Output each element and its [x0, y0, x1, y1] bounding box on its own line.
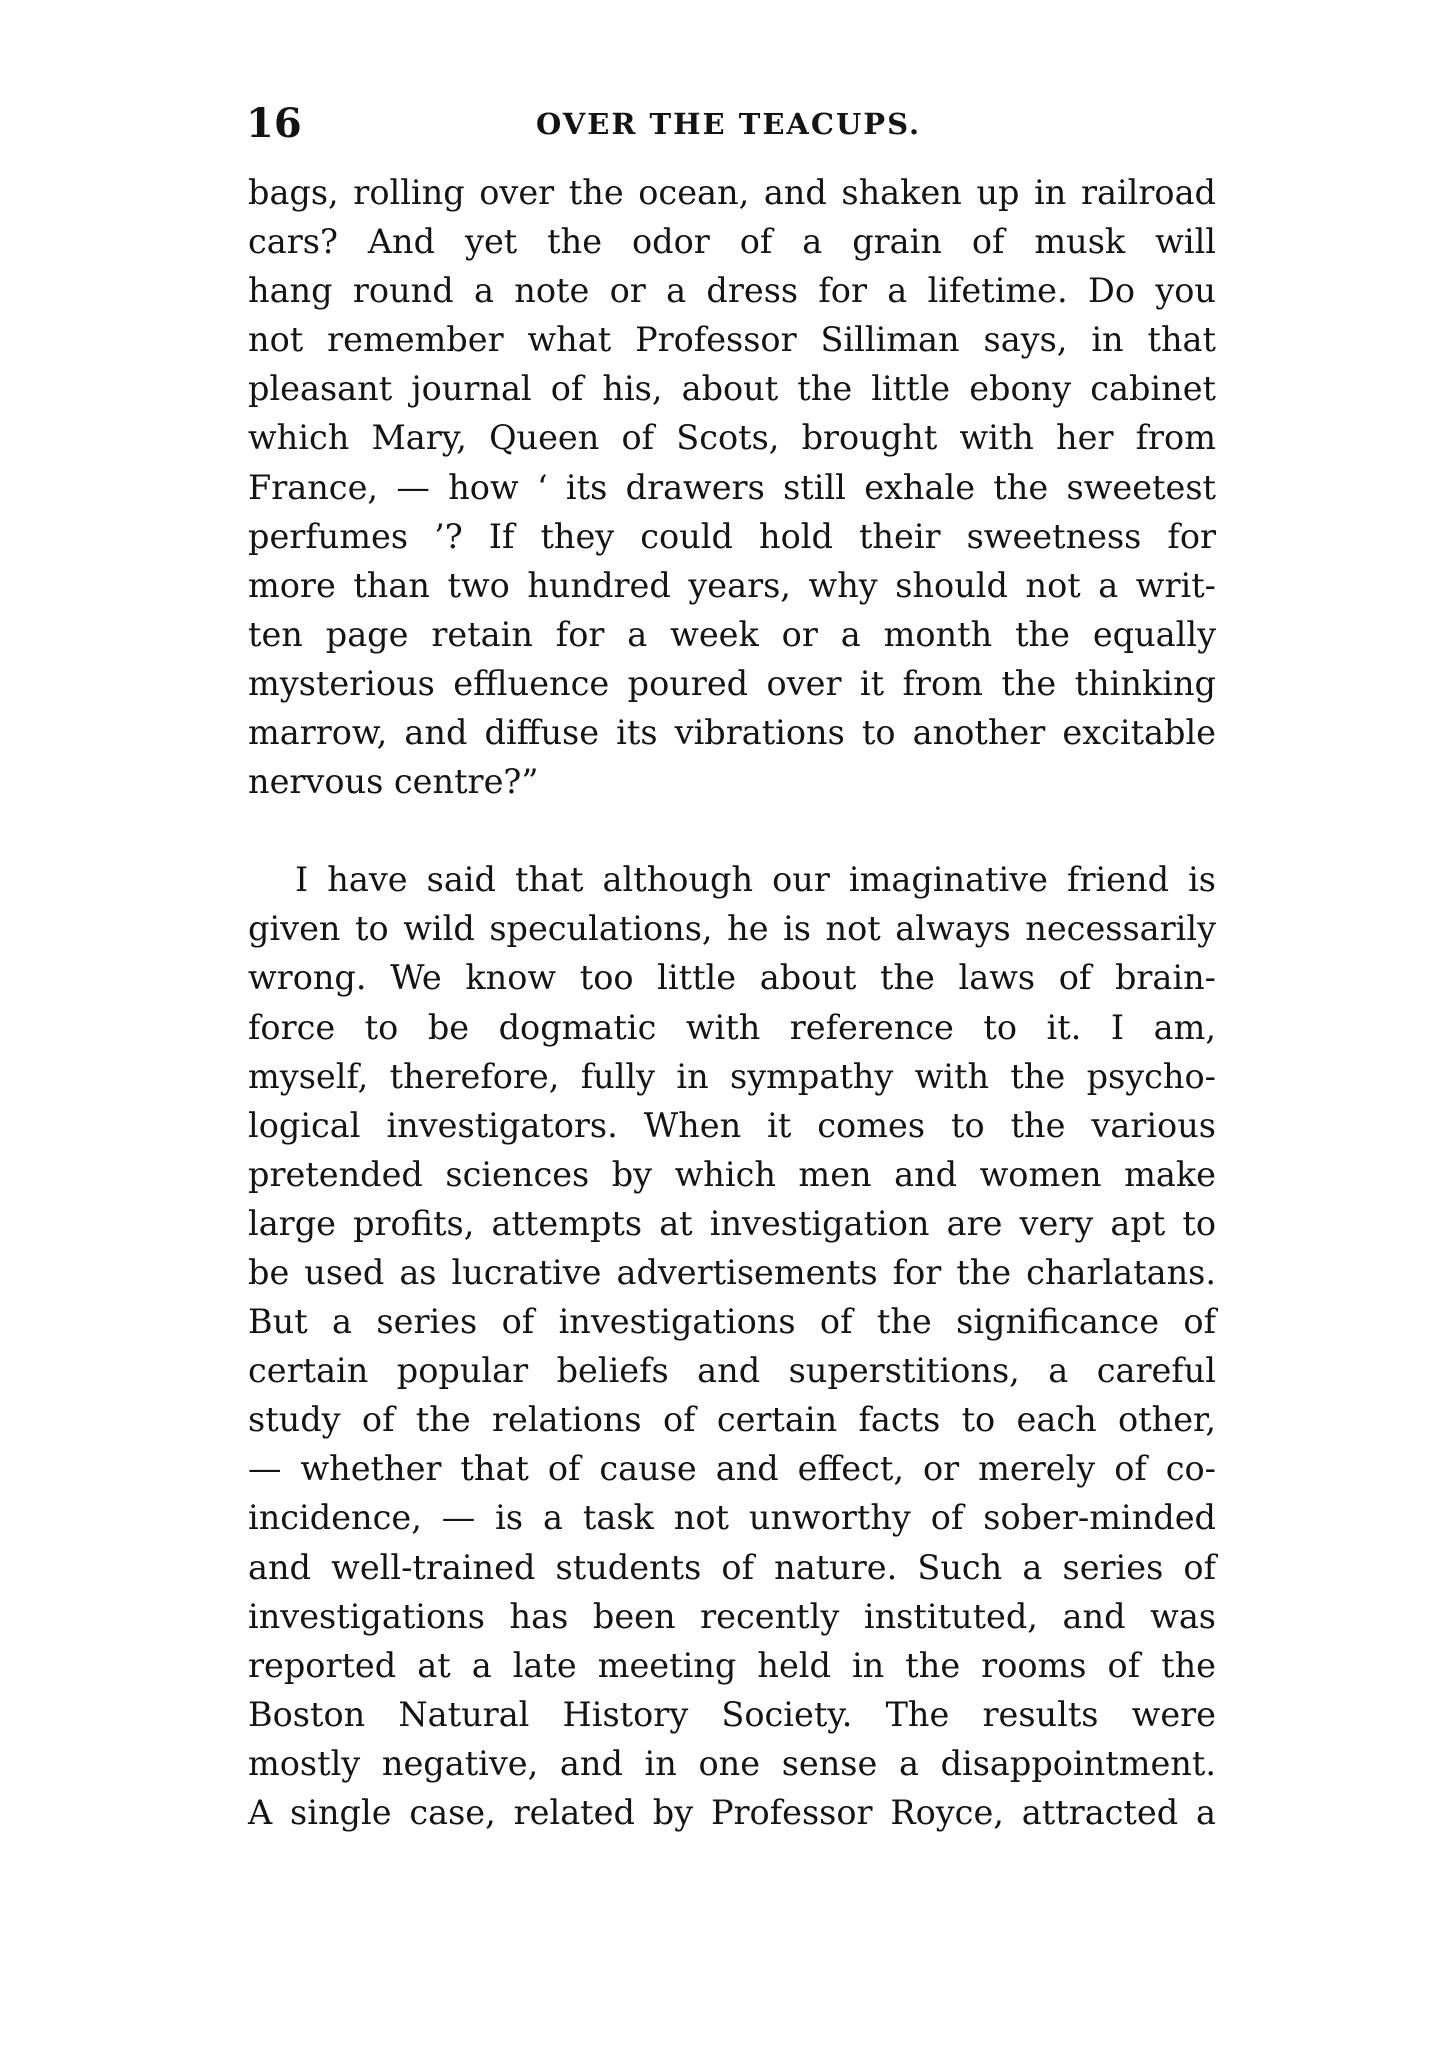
text-line: logical investigators. When it comes to the various	[248, 1105, 1216, 1145]
paragraph	[248, 855, 1216, 1837]
text-line: I have said that although our imaginative friend is	[295, 860, 1216, 900]
text-line: be used as lucrative advertisements for the charlatans.	[248, 1252, 1216, 1292]
text-line: hang round a note or a dress for a lifetime. Do you	[248, 271, 1216, 311]
text-line: France, — how ‘ its drawers still exhale the sweetest	[248, 467, 1216, 507]
text-line: mostly negative, and in one sense a disappointment.	[248, 1743, 1216, 1783]
text-line: cars? And yet the odor of a grain of musk will	[248, 222, 1216, 262]
text-line: But a series of investigations of the significance of	[248, 1302, 1216, 1342]
text-line: pretended sciences by which men and women make	[248, 1154, 1216, 1194]
text-line: bags, rolling over the ocean, and shaken up in railroad	[248, 173, 1216, 212]
text-line: myself, therefore, fully in sympathy with the psycho-	[248, 1056, 1216, 1096]
text-line: given to wild speculations, he is not always necessarily	[248, 909, 1216, 949]
text-line: perfumes ’? If they could hold their sweetness for	[248, 516, 1216, 556]
text-line: wrong. We know too little about the laws of brain-	[248, 958, 1216, 998]
text-line: Boston Natural History Society. The results were	[248, 1694, 1216, 1734]
text-line: mysterious effluence poured over it from the thinking	[248, 663, 1216, 703]
text-line: nervous centre?”	[248, 762, 539, 802]
text-line: not remember what Professor Silliman says, in that	[248, 320, 1216, 360]
text-line: A single case, related by Professor Royce, attracted a	[248, 1793, 1216, 1832]
text-line: and well-trained students of nature. Such a series of	[248, 1547, 1216, 1587]
text-line: large profits, attempts at investigation are very apt to	[248, 1203, 1216, 1243]
text-line: force to be dogmatic with reference to it. I am,	[248, 1007, 1216, 1047]
text-line: which Mary, Queen of Scots, brought with her from	[248, 418, 1216, 458]
page-number: 16	[246, 100, 302, 147]
text-line: pleasant journal of his, about the little ebony cabinet	[248, 369, 1216, 409]
text-line: certain popular beliefs and superstitions, a careful	[248, 1351, 1216, 1391]
text-line: more than two hundred years, why should not a writ-	[248, 565, 1216, 605]
text-line: reported at a late meeting held in the rooms of the	[248, 1645, 1216, 1685]
text-line: incidence, — is a task not unworthy of sober-minded	[248, 1498, 1216, 1538]
paragraph	[248, 168, 1216, 806]
text-line: investigations has been recently instituted, and was	[248, 1596, 1216, 1636]
running-head	[246, 96, 1216, 152]
text-line: study of the relations of certain facts to each other,	[248, 1400, 1216, 1440]
text-line: — whether that of cause and effect, or merely of co-	[248, 1449, 1216, 1489]
text-line: marrow, and diffuse its vibrations to another excitable	[248, 713, 1216, 753]
body-text	[248, 168, 1216, 1837]
paragraph-spacer	[248, 806, 1216, 855]
running-title: OVER THE TEACUPS.	[536, 107, 922, 141]
text-line: ten page retain for a week or a month the equally	[248, 614, 1216, 654]
